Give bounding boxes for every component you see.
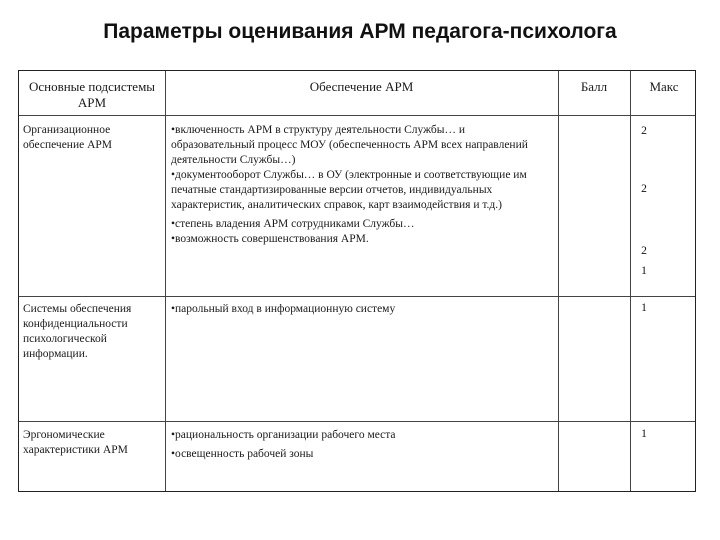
subsystem-label: Эргономические характеристики АРМ — [23, 429, 128, 456]
max-value: 2 — [641, 125, 647, 137]
header-max: Макс — [649, 79, 679, 94]
list-item: •возможность совершенствования АРМ. — [171, 233, 369, 245]
row-divider — [19, 115, 695, 116]
row-divider — [19, 296, 695, 297]
evaluation-table — [18, 70, 696, 492]
max-value: 1 — [641, 428, 647, 440]
list-item: •документооборот Службы… в ОУ (электронные и соответствующие им печатные стандартизированные версии отчетов, индивидуальных характеристик, аналитических справок, карт взаимодействия и т.д.) — [171, 169, 527, 211]
header-subsystems: Основные подсистемы АРМ — [28, 79, 156, 110]
max-value: 1 — [641, 302, 647, 314]
column-divider — [558, 71, 559, 491]
provision-list — [171, 302, 551, 317]
list-item: •освещенность рабочей зоны — [171, 448, 314, 460]
row-divider — [19, 421, 695, 422]
header-provision: Обеспечение АРМ — [309, 79, 414, 94]
subsystem-label: Организационное обеспечение АРМ — [23, 124, 113, 151]
list-item: •включенность АРМ в структуру деятельности Службы… и образовательный процесс МОУ (обеспеченность АРМ всех направлений деятельности Службы…) — [171, 124, 528, 166]
list-item: •парольный вход в информационную систему — [171, 303, 396, 315]
list-item: •степень владения АРМ сотрудниками Службы… — [171, 218, 415, 230]
subsystem-label: Системы обеспечения конфиденциальности психологической информации. — [23, 303, 132, 360]
provision-list — [171, 123, 551, 247]
max-value: 2 — [641, 245, 647, 257]
list-item: •рациональность организации рабочего места — [171, 429, 396, 441]
page-title: Параметры оценивания АРМ педагога-психолога — [103, 20, 617, 43]
max-value: 1 — [641, 265, 647, 277]
max-value: 2 — [641, 183, 647, 195]
provision-list — [171, 428, 551, 462]
column-divider — [630, 71, 631, 491]
header-score: Балл — [580, 79, 608, 94]
column-divider — [165, 71, 166, 491]
